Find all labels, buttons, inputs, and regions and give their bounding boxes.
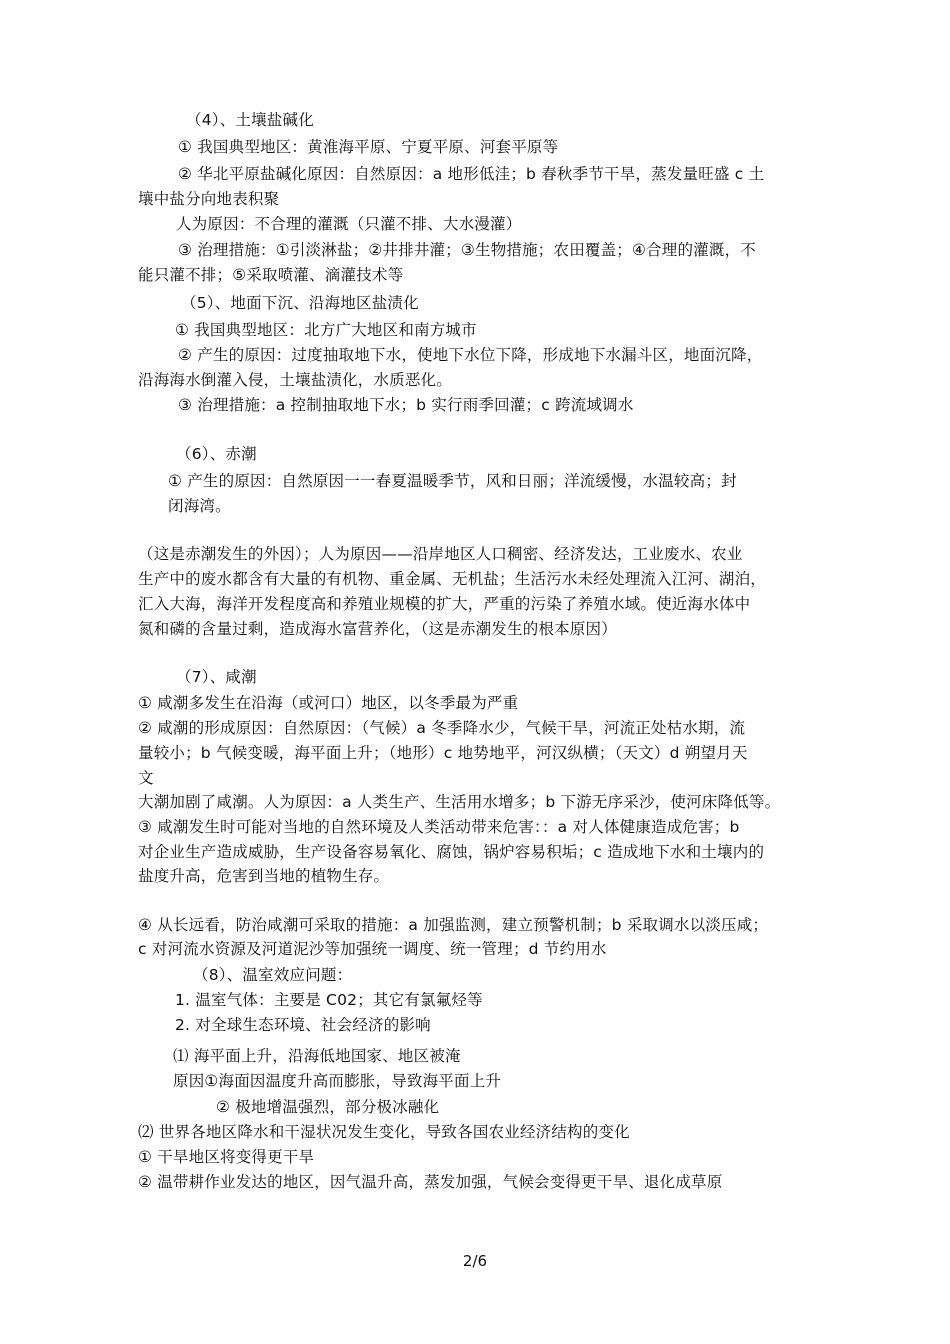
text-line: ① 干旱地区将变得更干旱 [138,1148,315,1166]
heading-land-subsidence: （5）、地面下沉、沿海地区盐渍化 [181,294,419,312]
text-line: （这是赤潮发生的外因）；人为原因——沿岸地区人口稠密、经济发达，工业废水、农业 [138,545,743,563]
text-line: 大潮加剧了咸潮。人为原因：a 人类生产、生活用水增多；b 下游无序采沙，使河床降低等。 [138,793,781,811]
text-line: 沿海海水倒灌入侵，土壤盐渍化，水质恶化。 [138,371,453,389]
page-number: 2/6 [462,1252,488,1270]
text-line: ② 极地增温强烈，部分极冰融化 [216,1098,440,1116]
text-line: 1. 温室气体：主要是 C02；其它有氯氟烃等 [175,991,483,1009]
text-line: 氮和磷的含量过剩，造成海水富营养化，（这是赤潮发生的根本原因） [138,620,617,638]
heading-greenhouse-effect: （8）、温室效应问题： [193,966,353,984]
text-line: ① 产生的原因：自然原因一一春夏温暖季节，风和日丽；洋流缓慢，水温较高；封 [168,472,737,490]
text-line: 2. 对全球生态环境、社会经济的影响 [175,1016,431,1034]
text-line: 盐度升高，危害到当地的植物生存。 [138,867,390,885]
text-line: ⑵ 世界各地区降水和干湿状况发生变化，导致各国农业经济结构的变化 [138,1123,630,1141]
text-line: ② 华北平原盐碱化原因：自然原因：a 地形低洼；b 春秋季节干旱，蒸发量旺盛 c 土 [178,165,765,183]
text-line: 文 [138,769,154,787]
text-line: 人为原因：不合理的灌溉（只灌不排、大水漫灌） [176,215,522,233]
text-line: 汇入大海，海洋开发程度高和养殖业规模的扩大，严重的污染了养殖水域。使近海水体中 [138,595,751,613]
text-line: c 对河流水资源及河道泥沙等加强统一调度、统一管理；d 节约用水 [138,940,607,958]
text-line: 原因①海面因温度升高而膨胀，导致海平面上升 [173,1072,502,1090]
heading-saltwater-intrusion: （7）、咸潮 [176,668,257,686]
text-line: 闭海湾。 [168,497,231,515]
text-line: ③ 咸潮发生时可能对当地的自然环境及人类活动带来危害：：a 对人体健康造成危害；b [138,818,740,836]
text-line: 量较小；b 气候变暖，海平面上升；（地形）c 地势地平，河汉纵横；（天文）d 朔望月天 [138,744,748,762]
text-line: 生产中的废水都含有大量的有机物、重金属、无机盐；生活污水未经处理流入江河、湖泊， [138,570,767,588]
text-line: ⑴ 海平面上升，沿海低地国家、地区被淹 [173,1047,461,1065]
text-line: ③ 治理措施：①引淡淋盐；②井排井灌；③生物措施；农田覆盖；④合理的灌溉，不 [178,241,757,259]
text-line: ① 我国典型地区：黄淮海平原、宁夏平原、河套平原等 [178,138,559,156]
text-line: 能只灌不排；⑤采取喷灌、滴灌技术等 [138,266,404,284]
text-line: ② 温带耕作业发达的地区，因气温升高，蒸发加强，气候会变得更干旱、退化成草原 [138,1173,723,1191]
text-line: ③ 治理措施：a 控制抽取地下水；b 实行雨季回灌；c 跨流域调水 [178,396,634,414]
text-line: 对企业生产造成威胁，生产设备容易氧化、腐蚀，锅炉容易积垢；c 造成地下水和土壤内的 [138,843,765,861]
text-line: ① 我国典型地区：北方广大地区和南方城市 [175,321,477,339]
text-line: ② 产生的原因：过度抽取地下水，使地下水位下降，形成地下水漏斗区，地面沉降， [178,346,763,364]
heading-soil-salinization: （4）、土壤盐碱化 [186,111,314,129]
text-line: ① 咸潮多发生在沿海（或河口）地区，以冬季最为严重 [138,694,519,712]
text-line: ② 咸潮的形成原因：自然原因：（气候）a 冬季降水少，气候干旱，河流正处枯水期，流 [138,719,746,737]
text-line: 壤中盐分向地表积聚 [138,190,280,208]
heading-red-tide: （6）、赤潮 [176,445,257,463]
text-line: ④ 从长远看，防治咸潮可采取的措施：a 加强监测，建立预警机制；b 采取调水以淡压咸； [138,916,769,934]
